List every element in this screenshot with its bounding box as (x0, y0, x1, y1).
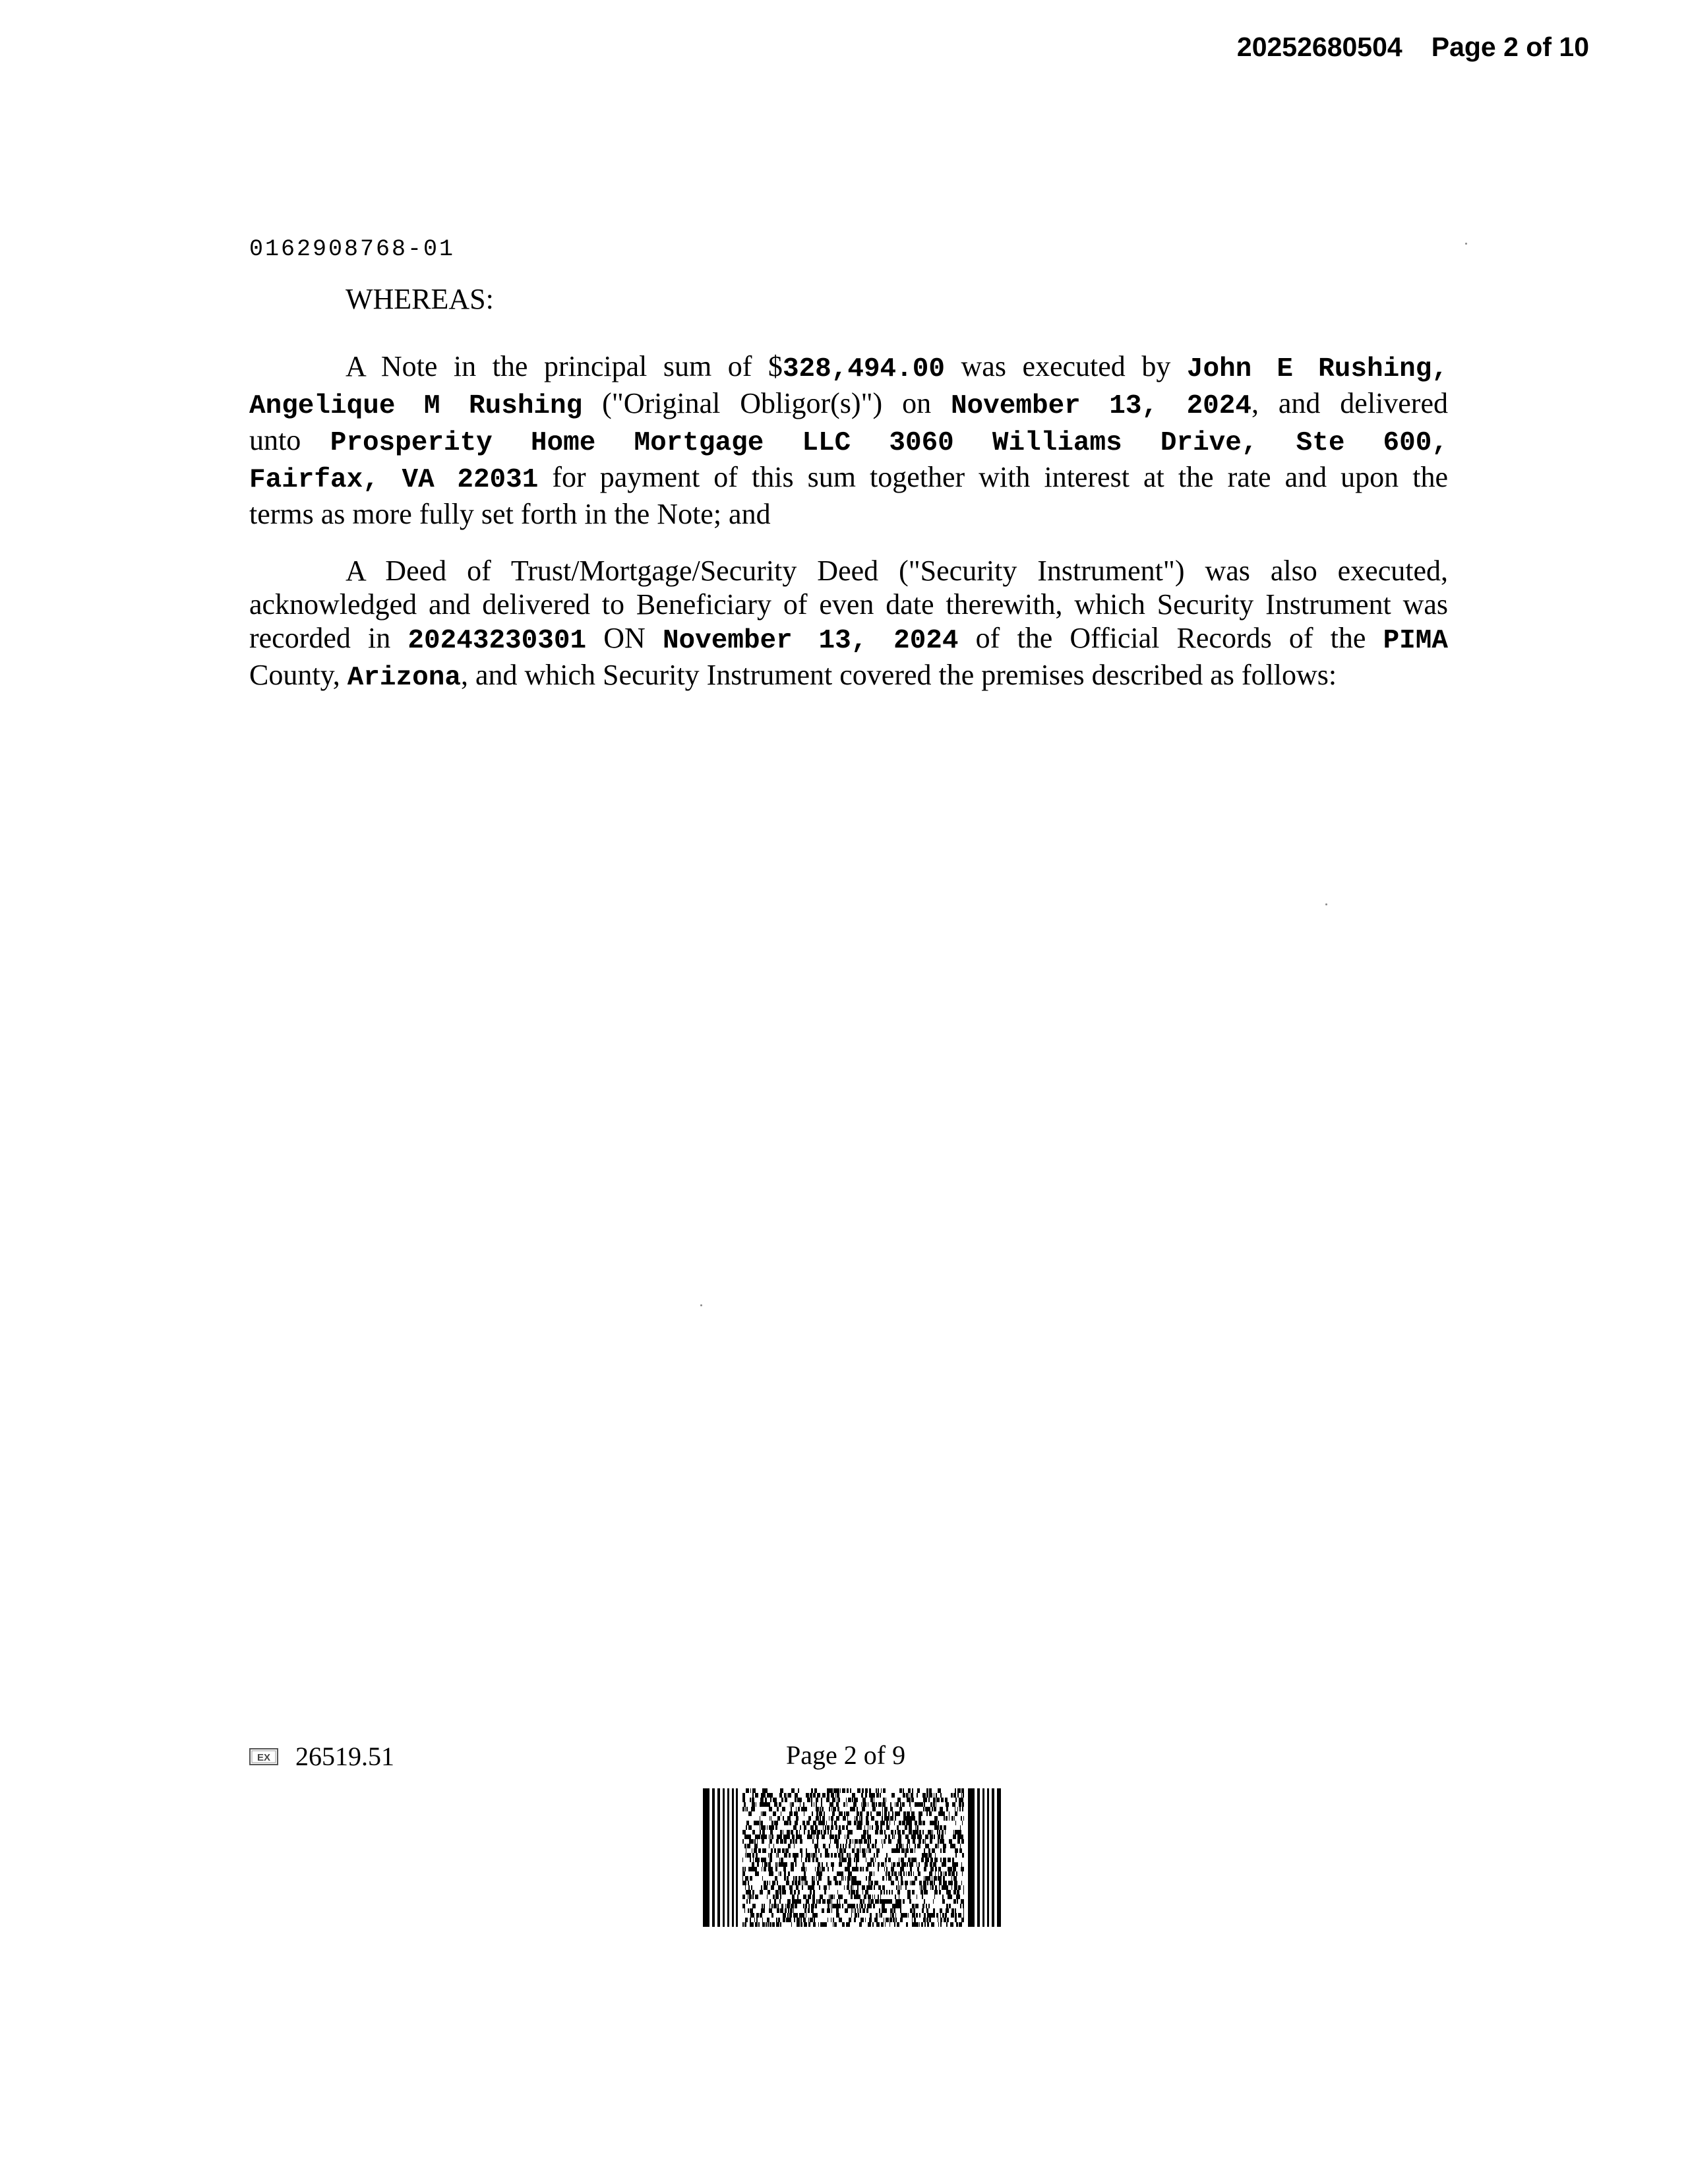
paragraph-text: ON (586, 622, 663, 654)
field-value: November 13, 2024 (950, 391, 1251, 421)
header-page-label: Page 2 of 10 (1431, 32, 1589, 62)
paragraph-text: , and which Security Instrument covered the premises described as follows: (460, 659, 1337, 691)
loan-number: 0162908768-01 (249, 236, 456, 262)
paragraph-text: A Note in the principal sum of $ (346, 350, 783, 382)
scan-speck (1325, 903, 1327, 905)
pdf417-barcode (703, 1788, 1001, 1927)
paragraph-line (249, 497, 1448, 531)
form-reference (249, 1741, 394, 1772)
field-value: Angelique M Rushing (249, 391, 583, 421)
document-header (1237, 32, 1589, 63)
whereas-heading: WHEREAS: (346, 283, 494, 315)
field-value: John E Rushing, (1186, 354, 1448, 384)
field-value: November 13, 2024 (662, 626, 959, 656)
paragraph-text: County, (249, 659, 347, 691)
paragraph-text: A Deed of Trust/Mortgage/Security Deed ("Security Instrument") was also executed, (346, 555, 1448, 587)
field-value: Prosperity Home Mortgage LLC 3060 Williams Drive, Ste 600, (330, 428, 1448, 458)
footer-page-label: Page 2 of 9 (786, 1740, 906, 1770)
paragraph-line (249, 554, 1448, 588)
field-value: Arizona (347, 663, 461, 693)
paragraph-text: of the Official Records of the (958, 622, 1383, 654)
paragraph-text: ("Original Obligor(s)") on (582, 387, 951, 419)
paragraph-text: was executed by (944, 350, 1187, 382)
paragraph-text: acknowledged and delivered to Beneficiary of even date therewith, which Security Instrument was (249, 588, 1448, 621)
note-paragraph (249, 349, 1448, 531)
security-instrument-paragraph (249, 554, 1448, 695)
field-value: Fairfax, VA 22031 (249, 465, 539, 495)
paragraph-line (249, 460, 1448, 497)
field-value: 20243230301 (407, 626, 587, 656)
paragraph-line (249, 386, 1448, 423)
paragraph-text: for payment of this sum together with interest at the rate and upon the (538, 461, 1448, 493)
field-value: PIMA (1383, 626, 1448, 656)
paragraph-text: recorded in (249, 622, 408, 654)
paragraph-line (249, 658, 1448, 695)
paragraph-line (249, 349, 1448, 386)
paragraph-line (249, 423, 1448, 460)
paragraph-text: , and delivered (1251, 387, 1448, 419)
svg-text:EX: EX (256, 1751, 271, 1763)
field-value: 328,494.00 (782, 354, 945, 384)
paragraph-line (249, 621, 1448, 658)
recording-number: 20252680504 (1236, 32, 1402, 62)
paragraph-text: unto (249, 424, 330, 456)
ex-form-icon (249, 1748, 278, 1765)
scan-speck (1465, 243, 1467, 245)
paragraph-text: terms as more fully set forth in the Note; and (249, 498, 771, 530)
scan-speck (700, 1304, 702, 1306)
paragraph-line (249, 588, 1448, 621)
form-number: 26519.51 (295, 1742, 394, 1771)
